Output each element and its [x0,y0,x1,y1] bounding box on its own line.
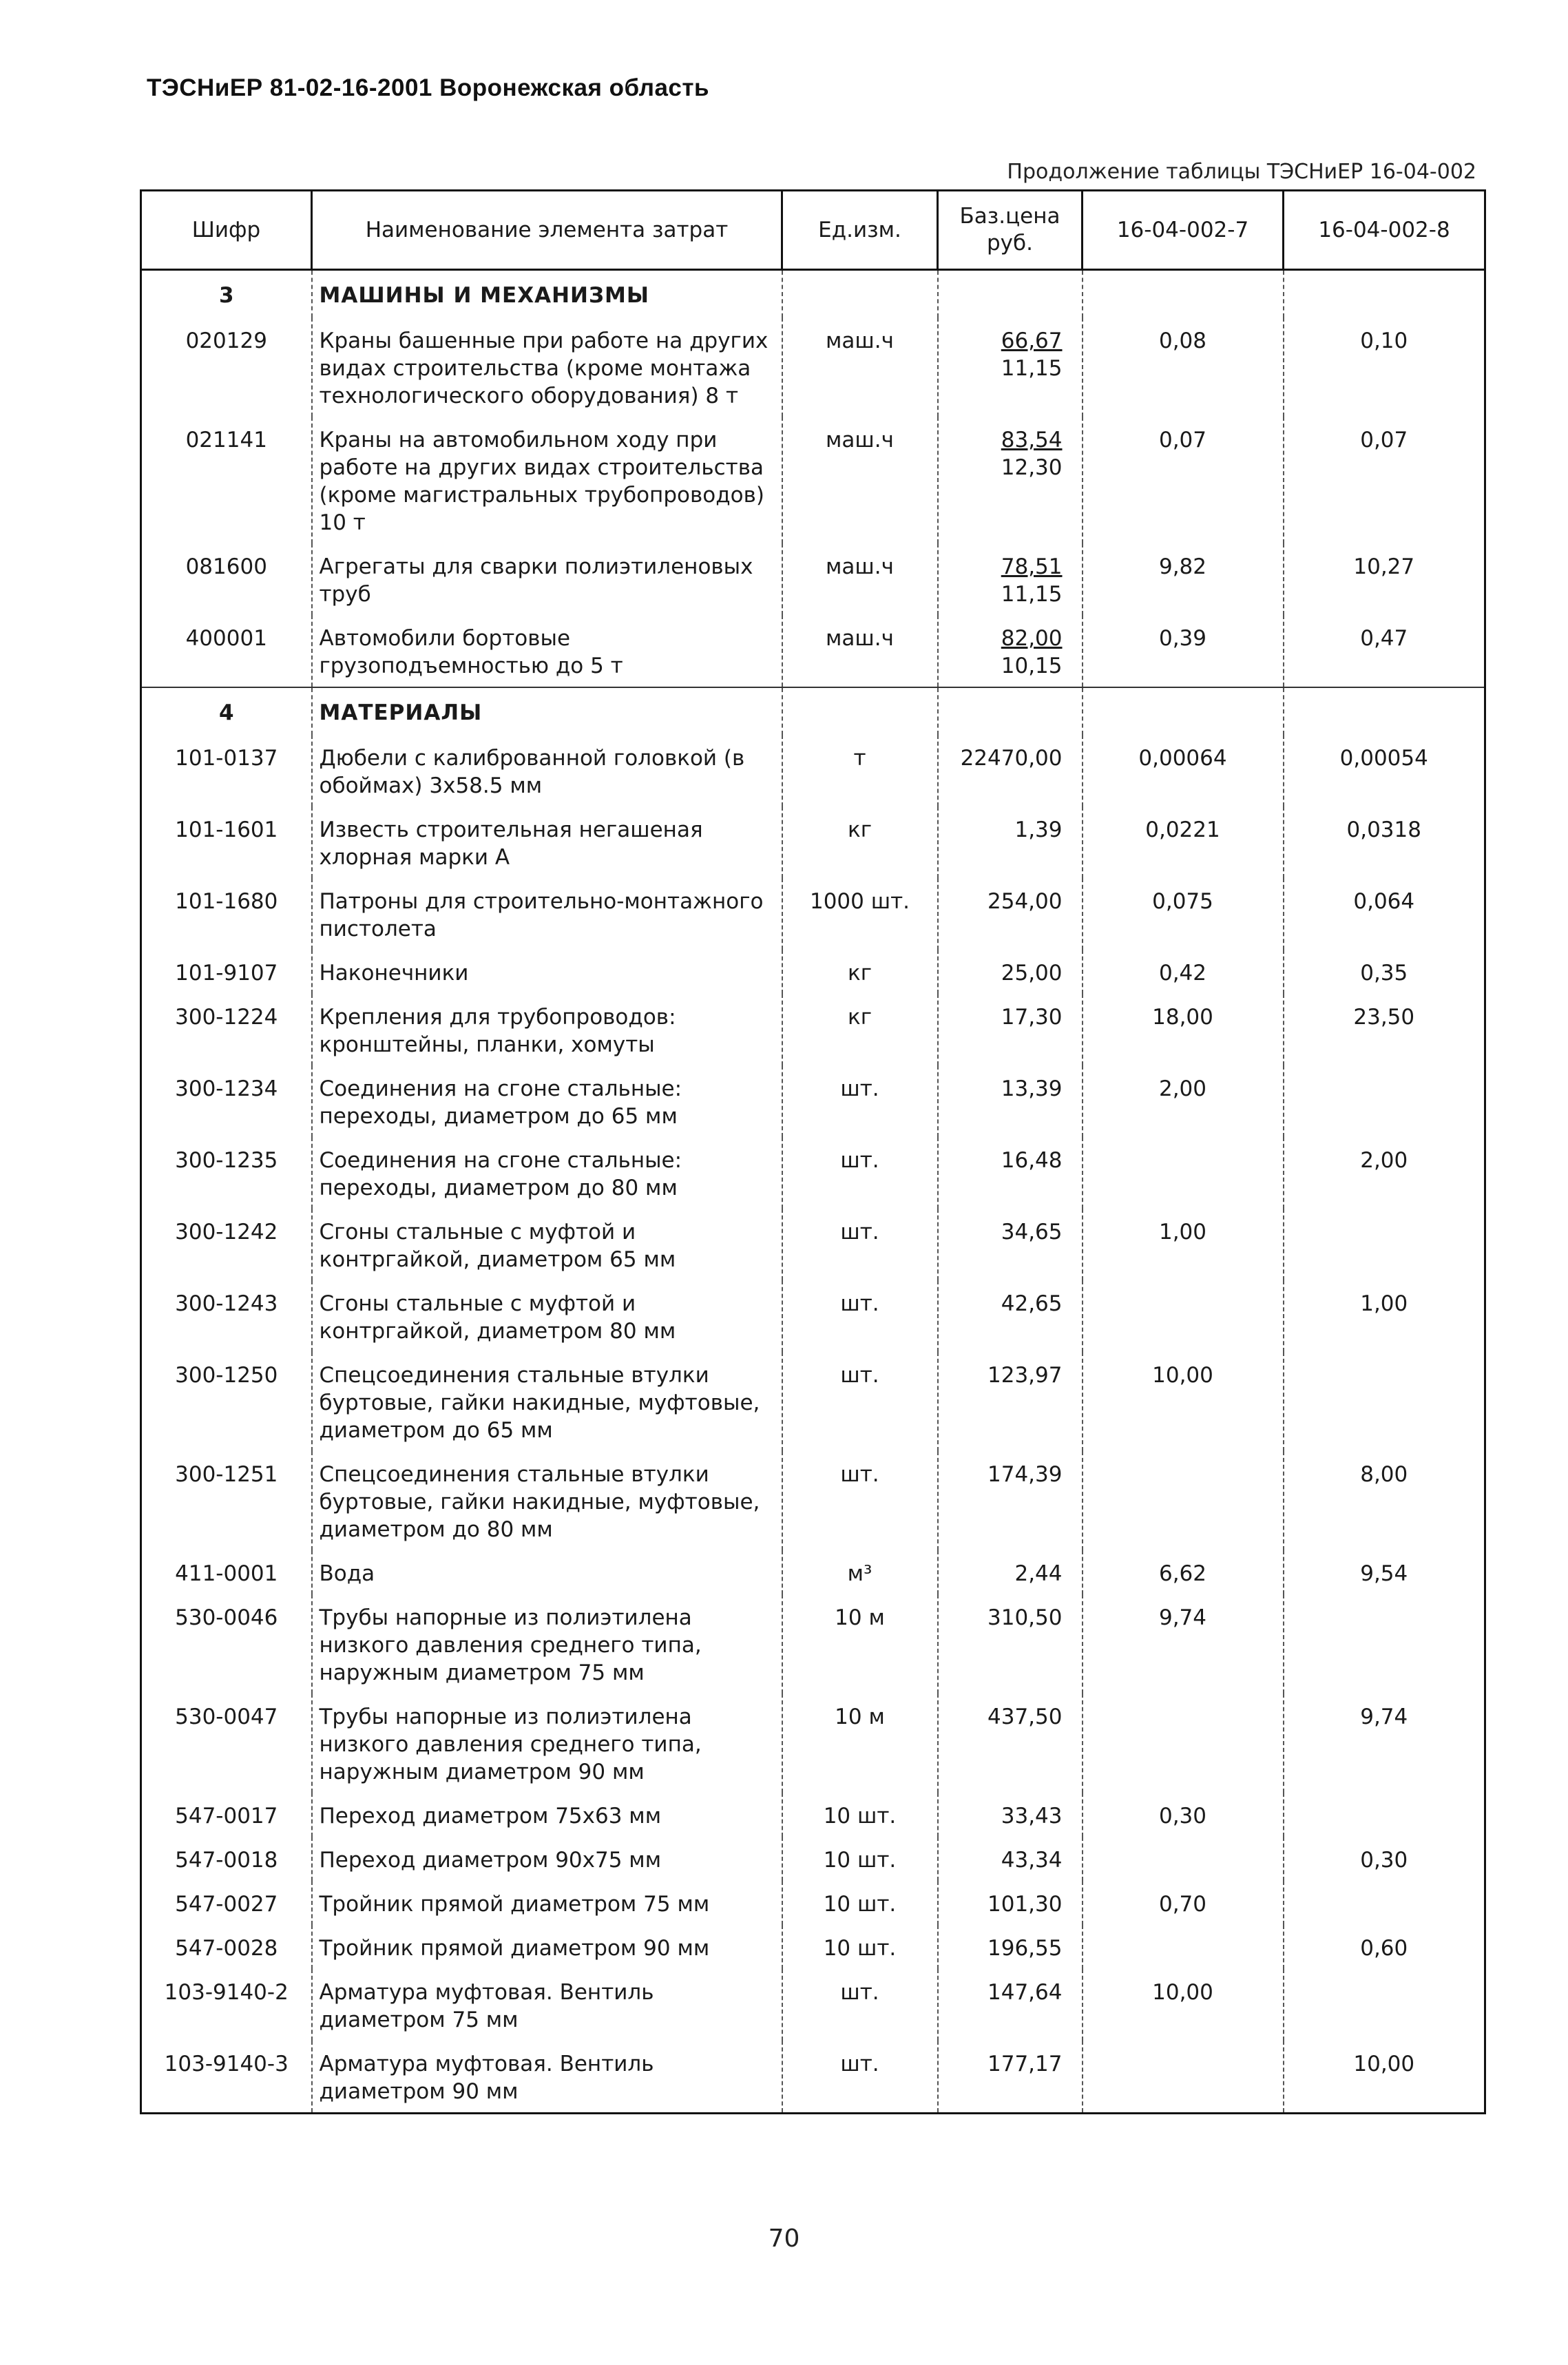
base-price-cell [938,994,1083,1065]
base-price: 16,48 [1001,1148,1063,1173]
unit-of-measure: 10 шт. [782,1881,938,1925]
resource-code: 547-0017 [141,1793,312,1837]
value-16-04-002-7: 6,62 [1083,1550,1284,1594]
page-number: 70 [768,2225,800,2253]
base-price-cell [938,735,1083,806]
table-row [141,1209,1485,1280]
value-16-04-002-7 [1083,1280,1284,1352]
empty-cell [782,687,938,735]
value-16-04-002-7: 18,00 [1083,994,1284,1065]
empty-cell [938,687,1083,735]
value-16-04-002-7 [1083,1694,1284,1793]
value-16-04-002-8 [1284,1969,1485,2041]
table-row [141,1837,1485,1881]
unit-of-measure: маш.ч [782,417,938,543]
resource-name: Автомобили бортовые грузоподъемностью до 5 т [312,615,782,687]
resource-name: Трубы напорные из полиэтилена низкого давления среднего типа, наружным диаметром 90 мм [312,1694,782,1793]
table-row [141,615,1485,687]
base-price: 83,54 [1001,428,1063,452]
resource-name: Краны на автомобильном ходу при работе на других видах строительства (кроме магистральных трубопроводов) 10 т [312,417,782,543]
unit-of-measure: т [782,735,938,806]
resource-code: 300-1251 [141,1451,312,1550]
resource-name: Спецсоединения стальные втулки буртовые, гайки накидные, муфтовые, диаметром до 65 мм [312,1352,782,1451]
value-16-04-002-8: 10,00 [1284,2041,1485,2114]
value-16-04-002-7: 0,30 [1083,1793,1284,1837]
table-row [141,417,1485,543]
unit-of-measure: шт. [782,1451,938,1550]
resource-name: Арматура муфтовая. Вентиль диаметром 90 мм [312,2041,782,2114]
value-16-04-002-7: 10,00 [1083,1969,1284,2041]
section-row [141,687,1485,735]
table-body [141,270,1485,2114]
value-16-04-002-8 [1284,1209,1485,1280]
value-16-04-002-7: 9,74 [1083,1594,1284,1694]
base-price: 123,97 [987,1363,1063,1388]
value-16-04-002-7 [1083,1137,1284,1209]
base-price-cell [938,1969,1083,2041]
resource-code: 530-0047 [141,1694,312,1793]
resource-name: Тройник прямой диаметром 90 мм [312,1925,782,1969]
base-price-cell [938,417,1083,543]
resource-name: Соединения на сгоне стальные: переходы, диаметром до 80 мм [312,1137,782,1209]
value-16-04-002-7: 0,075 [1083,878,1284,950]
resource-code: 400001 [141,615,312,687]
resource-name: Сгоны стальные с муфтой и контргайкой, диаметром 65 мм [312,1209,782,1280]
table-row [141,1451,1485,1550]
empty-cell [938,270,1083,318]
column-header-16-04-002-7: 16-04-002-7 [1083,191,1284,270]
base-price: 437,50 [987,1705,1063,1729]
value-16-04-002-7: 0,42 [1083,950,1284,994]
value-16-04-002-8: 0,064 [1284,878,1485,950]
value-16-04-002-8: 1,00 [1284,1280,1485,1352]
resource-code: 103-9140-3 [141,2041,312,2114]
unit-of-measure: 10 шт. [782,1925,938,1969]
base-price-cell [938,1280,1083,1352]
value-16-04-002-8: 0,07 [1284,417,1485,543]
value-16-04-002-8: 9,74 [1284,1694,1485,1793]
resource-name: Переход диаметром 75х63 мм [312,1793,782,1837]
table-row [141,1881,1485,1925]
column-header-16-04-002-8: 16-04-002-8 [1284,191,1485,270]
section-number: 4 [141,687,312,735]
base-price: 147,64 [987,1980,1063,2005]
base-price: 66,67 [1001,329,1063,353]
value-16-04-002-8: 10,27 [1284,543,1485,615]
base-price: 43,34 [1001,1848,1063,1873]
resource-name: Арматура муфтовая. Вентиль диаметром 75 мм [312,1969,782,2041]
column-header-price: Баз.цена руб. [938,191,1083,270]
unit-of-measure: шт. [782,1352,938,1451]
resource-code: 547-0027 [141,1881,312,1925]
resource-name: Краны башенные при работе на других видах строительства (кроме монтажа технологического оборудования) 8 т [312,317,782,417]
resource-code: 021141 [141,417,312,543]
resource-name: Спецсоединения стальные втулки буртовые, гайки накидные, муфтовые, диаметром до 80 мм [312,1451,782,1550]
value-16-04-002-8 [1284,1881,1485,1925]
table-row [141,806,1485,878]
column-header-unit: Ед.изм. [782,191,938,270]
unit-of-measure: шт. [782,1209,938,1280]
base-price: 82,00 [1001,626,1063,651]
value-16-04-002-8: 9,54 [1284,1550,1485,1594]
section-title-cell [312,687,782,735]
base-price-cell [938,1065,1083,1137]
section-title-cell [312,270,782,318]
value-16-04-002-8: 0,10 [1284,317,1485,417]
empty-cell [782,270,938,318]
operator-wage-price: 11,15 [1001,356,1063,381]
section-title: МАШИНЫ И МЕХАНИЗМЫ [319,283,649,308]
base-price: 42,65 [1001,1291,1063,1316]
resource-code: 300-1250 [141,1352,312,1451]
unit-of-measure: 10 м [782,1694,938,1793]
resource-code: 101-1601 [141,806,312,878]
value-16-04-002-8: 23,50 [1284,994,1485,1065]
norms-table-container [140,189,1484,2114]
base-price-cell [938,1837,1083,1881]
unit-of-measure: шт. [782,1969,938,2041]
value-16-04-002-8: 0,35 [1284,950,1485,994]
base-price: 22470,00 [960,746,1063,771]
resource-name: Соединения на сгоне стальные: переходы, диаметром до 65 мм [312,1065,782,1137]
base-price-cell [938,1793,1083,1837]
base-price: 101,30 [987,1892,1063,1917]
table-row [141,1280,1485,1352]
base-price: 17,30 [1001,1005,1063,1030]
unit-of-measure: шт. [782,1280,938,1352]
resource-code: 547-0018 [141,1837,312,1881]
value-16-04-002-7 [1083,1451,1284,1550]
value-16-04-002-7: 2,00 [1083,1065,1284,1137]
value-16-04-002-7: 0,70 [1083,1881,1284,1925]
table-header [141,191,1485,270]
value-16-04-002-8: 0,30 [1284,1837,1485,1881]
base-price: 174,39 [987,1462,1063,1487]
table-row [141,878,1485,950]
value-16-04-002-7 [1083,2041,1284,2114]
resource-code: 101-1680 [141,878,312,950]
value-16-04-002-7: 0,0221 [1083,806,1284,878]
resource-name: Известь строительная негашеная хлорная марки А [312,806,782,878]
resource-name: Патроны для строительно-монтажного пистолета [312,878,782,950]
base-price-cell [938,1137,1083,1209]
norms-table [140,189,1486,2114]
base-price-cell [938,806,1083,878]
base-price-cell [938,950,1083,994]
table-row [141,994,1485,1065]
resource-code: 300-1234 [141,1065,312,1137]
unit-of-measure: шт. [782,1065,938,1137]
resource-code: 081600 [141,543,312,615]
value-16-04-002-8 [1284,1594,1485,1694]
resource-name: Дюбели с калиброванной головкой (в обоймах) 3х58.5 мм [312,735,782,806]
base-price-cell [938,1594,1083,1694]
base-price: 2,44 [1014,1561,1063,1586]
resource-code: 300-1224 [141,994,312,1065]
resource-code: 020129 [141,317,312,417]
table-row [141,950,1485,994]
resource-code: 300-1235 [141,1137,312,1209]
base-price-cell [938,1550,1083,1594]
base-price: 177,17 [987,2052,1063,2076]
base-price-cell [938,878,1083,950]
unit-of-measure: маш.ч [782,615,938,687]
base-price-cell [938,1881,1083,1925]
value-16-04-002-8: 0,0318 [1284,806,1485,878]
table-row [141,1065,1485,1137]
value-16-04-002-8 [1284,1065,1485,1137]
resource-name: Наконечники [312,950,782,994]
resource-code: 530-0046 [141,1594,312,1694]
value-16-04-002-7: 10,00 [1083,1352,1284,1451]
table-row [141,1137,1485,1209]
operator-wage-price: 10,15 [1001,654,1063,678]
table-row [141,1550,1485,1594]
value-16-04-002-7: 0,39 [1083,615,1284,687]
section-number: 3 [141,270,312,318]
unit-of-measure: кг [782,950,938,994]
value-16-04-002-7: 0,07 [1083,417,1284,543]
base-price-cell [938,1451,1083,1550]
table-row [141,1925,1485,1969]
resource-name: Агрегаты для сварки полиэтиленовых труб [312,543,782,615]
base-price: 78,51 [1001,554,1063,579]
value-16-04-002-7 [1083,1925,1284,1969]
value-16-04-002-7: 0,00064 [1083,735,1284,806]
unit-of-measure: кг [782,994,938,1065]
table-row [141,2041,1485,2114]
column-header-code: Шифр [141,191,312,270]
operator-wage-price: 12,30 [1001,455,1063,480]
base-price: 1,39 [1014,817,1063,842]
value-16-04-002-8 [1284,1352,1485,1451]
value-16-04-002-7: 1,00 [1083,1209,1284,1280]
unit-of-measure: маш.ч [782,317,938,417]
resource-name: Крепления для трубопроводов: кронштейны, планки, хомуты [312,994,782,1065]
empty-cell [1083,270,1284,318]
base-price-cell [938,1694,1083,1793]
resource-code: 547-0028 [141,1925,312,1969]
section-title: МАТЕРИАЛЫ [319,700,483,725]
unit-of-measure: шт. [782,2041,938,2114]
table-row [141,543,1485,615]
value-16-04-002-7 [1083,1837,1284,1881]
base-price-cell [938,1925,1083,1969]
table-row [141,1594,1485,1694]
unit-of-measure: маш.ч [782,543,938,615]
base-price: 13,39 [1001,1076,1063,1101]
value-16-04-002-8: 0,00054 [1284,735,1485,806]
base-price: 254,00 [987,889,1063,914]
base-price-cell [938,615,1083,687]
unit-of-measure: 1000 шт. [782,878,938,950]
value-16-04-002-7: 0,08 [1083,317,1284,417]
operator-wage-price: 11,15 [1001,582,1063,607]
base-price-cell [938,317,1083,417]
value-16-04-002-8: 0,47 [1284,615,1485,687]
resource-name: Переход диаметром 90х75 мм [312,1837,782,1881]
base-price: 25,00 [1001,961,1063,986]
resource-name: Вода [312,1550,782,1594]
base-price-cell [938,2041,1083,2114]
column-header-name: Наименование элемента затрат [312,191,782,270]
unit-of-measure: 10 шт. [782,1793,938,1837]
resource-code: 103-9140-2 [141,1969,312,2041]
resource-code: 411-0001 [141,1550,312,1594]
resource-code: 300-1242 [141,1209,312,1280]
table-continuation-caption: Продолжение таблицы ТЭСНиЕР 16-04-002 [1007,160,1476,184]
table-row [141,1694,1485,1793]
resource-name: Сгоны стальные с муфтой и контргайкой, диаметром 80 мм [312,1280,782,1352]
resource-name: Тройник прямой диаметром 75 мм [312,1881,782,1925]
base-price: 34,65 [1001,1220,1063,1244]
empty-cell [1083,687,1284,735]
base-price: 310,50 [987,1605,1063,1630]
table-row [141,1793,1485,1837]
base-price-cell [938,1209,1083,1280]
base-price: 196,55 [987,1936,1063,1961]
value-16-04-002-8: 2,00 [1284,1137,1485,1209]
unit-of-measure: 10 шт. [782,1837,938,1881]
unit-of-measure: 10 м [782,1594,938,1694]
unit-of-measure: м³ [782,1550,938,1594]
unit-of-measure: кг [782,806,938,878]
empty-cell [1284,687,1485,735]
value-16-04-002-8: 8,00 [1284,1451,1485,1550]
resource-name: Трубы напорные из полиэтилена низкого давления среднего типа, наружным диаметром 75 мм [312,1594,782,1694]
table-row [141,1969,1485,2041]
table-row [141,1352,1485,1451]
resource-code: 101-9107 [141,950,312,994]
value-16-04-002-8: 0,60 [1284,1925,1485,1969]
empty-cell [1284,270,1485,318]
base-price-cell [938,1352,1083,1451]
section-row [141,270,1485,318]
resource-code: 300-1243 [141,1280,312,1352]
base-price-cell [938,543,1083,615]
value-16-04-002-7: 9,82 [1083,543,1284,615]
table-row [141,735,1485,806]
table-row [141,317,1485,417]
document-title: ТЭСНиЕР 81-02-16-2001 Воронежская область [147,74,710,101]
base-price: 33,43 [1001,1804,1063,1829]
unit-of-measure: шт. [782,1137,938,1209]
value-16-04-002-8 [1284,1793,1485,1837]
resource-code: 101-0137 [141,735,312,806]
